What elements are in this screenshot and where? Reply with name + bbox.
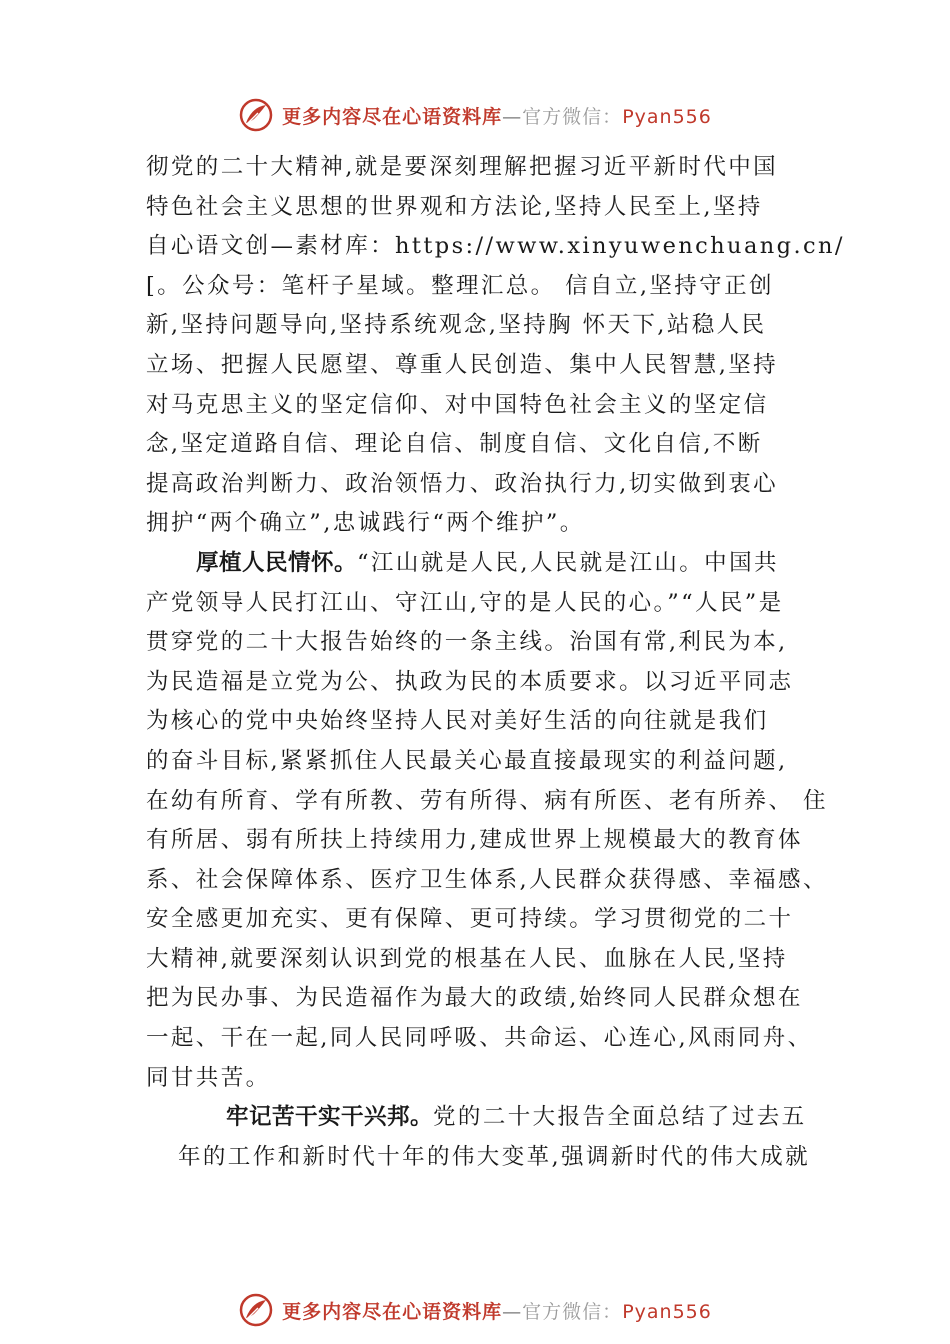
section-heading: 牢记苦干实干兴邦。 bbox=[226, 1104, 434, 1131]
paragraph-1 bbox=[146, 148, 845, 544]
text-line bbox=[146, 1098, 826, 1138]
text-line: 把为民办事、为民造福作为最大的政绩,始终同人民群众想在 bbox=[146, 985, 803, 1012]
section-heading: 厚植人民情怀。 bbox=[196, 549, 358, 576]
text-line: 安全感更加充实、更有保障、更可持续。学习贯彻党的二十 bbox=[146, 906, 794, 933]
header-banner bbox=[0, 95, 950, 135]
text-line: 同甘共苦。 bbox=[146, 1064, 271, 1091]
text-line: 提高政治判断力、政治领悟力、政治执行力,切实做到衷心 bbox=[146, 470, 779, 497]
banner-suffix: 官方微信： bbox=[522, 1300, 623, 1323]
text-line: 立场、把握人民愿望、尊重人民创造、集中人民智慧,坚持 bbox=[146, 351, 779, 378]
banner-suffix: 官方微信： bbox=[522, 105, 623, 128]
banner-dash: — bbox=[502, 1300, 523, 1323]
paragraph-3 bbox=[146, 1098, 826, 1177]
banner-wechat-id: Pyan556 bbox=[622, 105, 712, 128]
text-line: 拥护“两个确立”,忠诚践行“两个维护”。 bbox=[146, 510, 585, 537]
text-line: 念,坚定道路自信、理论自信、制度自信、文化自信,不断 bbox=[146, 431, 763, 458]
footer-banner bbox=[0, 1290, 950, 1330]
text-line: 产党领导人民打江山、守江山,守的是人民的心。”“人民”是 bbox=[146, 589, 784, 616]
banner-text bbox=[282, 102, 712, 129]
text-line bbox=[146, 544, 826, 584]
text-run: “江山就是人民,人民就是江山。中国共 bbox=[357, 549, 779, 576]
text-line: 有所居、弱有所扶上持续用力,建成世界上规模最大的教育体 bbox=[146, 827, 803, 854]
text-line: 一起、干在一起,同人民同呼吸、共命运、心连心,风雨同舟、 bbox=[146, 1025, 813, 1052]
banner-title: 更多内容尽在心语资料库 bbox=[282, 1300, 503, 1323]
text-line: 特色社会主义思想的世界观和方法论,坚持人民至上,坚持 bbox=[146, 193, 763, 220]
text-line: 贯穿党的二十大报告始终的一条主线。治国有常,利民为本, bbox=[146, 629, 788, 656]
text-line: 新,坚持问题导向,坚持系统观念,坚持胸 怀天下,站稳人民 bbox=[146, 312, 767, 339]
banner-text bbox=[282, 1297, 712, 1324]
text-line: 年的工作和新时代十年的伟大变革,强调新时代的伟大成就 bbox=[178, 1143, 811, 1170]
text-line: 大精神,就要深刻认识到党的根基在人民、血脉在人民,坚持 bbox=[146, 945, 788, 972]
text-line: 在幼有所育、学有所教、劳有所得、病有所医、老有所养、 住 bbox=[146, 787, 828, 814]
paragraph-2 bbox=[146, 544, 826, 1098]
banner-wechat-id: Pyan556 bbox=[622, 1300, 712, 1323]
banner-dash: — bbox=[502, 105, 523, 128]
brand-logo-icon bbox=[238, 1292, 274, 1328]
banner-title: 更多内容尽在心语资料库 bbox=[282, 105, 503, 128]
text-run: 党的二十大报告全面总结了过去五 bbox=[433, 1104, 807, 1131]
text-line: 为民造福是立党为公、执政为民的本质要求。以习近平同志 bbox=[146, 668, 794, 695]
text-line: [。公众号：笔杆子星域。整理汇总。 信自立,坚持守正创 bbox=[146, 272, 774, 299]
text-line: 对马克思主义的坚定信仰、对中国特色社会主义的坚定信 bbox=[146, 391, 769, 418]
text-line: 为核心的党中央始终坚持人民对美好生活的向往就是我们 bbox=[146, 708, 769, 735]
text-line: 自心语文创—素材库：https://www.xinyuwenchuang.cn/ bbox=[146, 233, 845, 260]
document-body bbox=[146, 148, 845, 1177]
text-line: 系、社会保障体系、医疗卫生体系,人民群众获得感、幸福感、 bbox=[146, 866, 828, 893]
text-line: 的奋斗目标,紧紧抓住人民最关心最直接最现实的利益问题, bbox=[146, 747, 788, 774]
text-line: 彻党的二十大精神,就是要深刻理解把握习近平新时代中国 bbox=[146, 154, 779, 180]
brand-logo-icon bbox=[238, 97, 274, 133]
